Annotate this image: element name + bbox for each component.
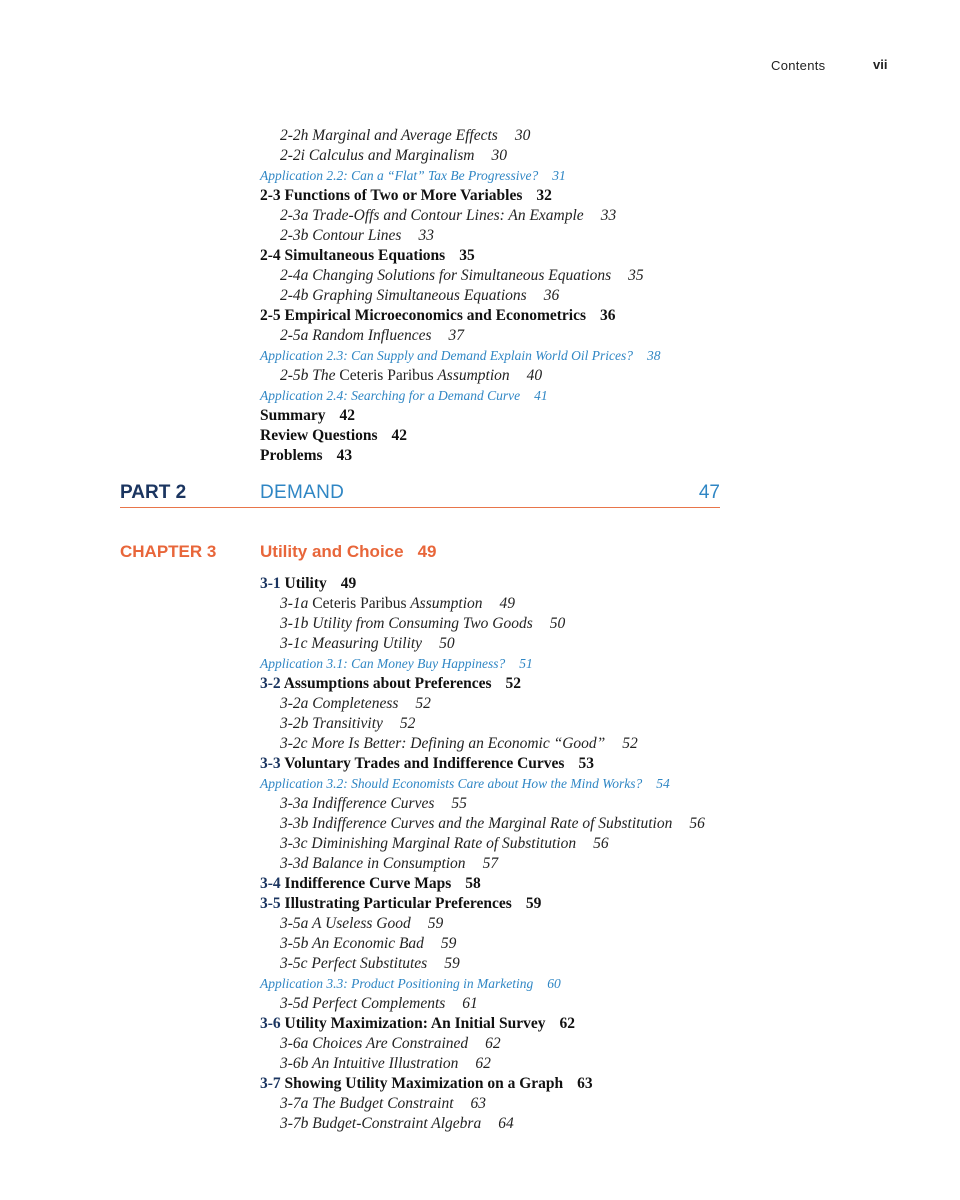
entry-title: Assumptions about Preferences	[283, 675, 492, 692]
subsection-entry	[280, 854, 498, 874]
section-number: 3-3	[260, 755, 281, 772]
subsection-entry	[280, 794, 467, 814]
entry-page: 50	[549, 615, 566, 632]
entry-title: Utility	[284, 575, 327, 592]
section-entry	[260, 1014, 575, 1034]
entry-title: Application 2.4: Searching for a Demand Curve	[260, 388, 521, 403]
subsection-entry	[280, 1114, 514, 1134]
section-entry	[260, 674, 521, 694]
subsection-entry	[280, 226, 434, 246]
entry-title: Functions of Two or More Variables	[284, 187, 523, 204]
entry-page: 64	[498, 1115, 514, 1132]
entry-page: 59	[444, 955, 460, 972]
entry-title-upright: Ceteris Paribus	[339, 367, 434, 384]
section-number: 3-4	[260, 875, 281, 892]
subsection-entry	[280, 614, 565, 634]
entry-title: 2-2h Marginal and Average Effects	[280, 127, 498, 144]
entry-title-rest: Assumption	[410, 595, 483, 612]
entry-page: 49	[340, 575, 357, 592]
entry-page: 59	[525, 895, 542, 912]
entry-page: 30	[491, 147, 507, 164]
entry-title: Utility Maximization: An Initial Survey	[284, 1015, 546, 1032]
section-entry	[260, 574, 356, 594]
entry-title: 3-6a Choices Are Constrained	[280, 1035, 469, 1052]
entry-title: Empirical Microeconomics and Econometrics	[284, 307, 587, 324]
section-entry	[260, 186, 552, 206]
entry-page: 33	[600, 207, 617, 224]
part-heading	[120, 480, 720, 508]
entry-page: 54	[656, 776, 670, 791]
application-entry	[260, 774, 670, 794]
subsection-entry	[280, 914, 443, 934]
entry-title: 3-3d Balance in Consumption	[280, 855, 466, 872]
chapter-page: 49	[417, 542, 437, 561]
section-entry	[260, 1074, 593, 1094]
part-page: 47	[698, 482, 720, 503]
entry-page: 63	[577, 1075, 593, 1092]
entry-title: 2-4b Graphing Simultaneous Equations	[280, 287, 527, 304]
entry-page: 43	[336, 447, 353, 464]
entry-title: Voluntary Trades and Indifference Curves	[284, 755, 565, 772]
entry-page: 62	[475, 1055, 491, 1072]
entry-page: 35	[628, 267, 644, 284]
entry-title: Application 2.3: Can Supply and Demand Explain World Oil Prices?	[260, 348, 633, 363]
section-entry	[260, 446, 352, 466]
entry-title: 2-2i Calculus and Marginalism	[280, 147, 475, 164]
entry-page: 58	[465, 875, 481, 892]
subsection-entry	[280, 834, 609, 854]
entry-title: 3-3b Indifference Curves and the Marginal Rate of Substitution	[280, 815, 673, 832]
section-number: 3-5	[260, 895, 281, 912]
entry-page: 42	[339, 407, 355, 424]
entry-title: 3-5d Perfect Complements	[280, 995, 446, 1012]
entry-page: 35	[459, 247, 475, 264]
entry-title: Simultaneous Equations	[284, 247, 446, 264]
entry-title: 3-5a A Useless Good	[280, 915, 411, 932]
application-entry	[260, 386, 548, 406]
entry-page: 56	[593, 835, 609, 852]
entry-title: Summary	[260, 407, 326, 424]
subsection-entry	[280, 694, 431, 714]
section-number: 3-7	[260, 1075, 281, 1092]
entry-title: 2-3a Trade-Offs and Contour Lines: An Example	[280, 207, 584, 224]
entry-page: 59	[427, 915, 444, 932]
entry-title: 3-2b Transitivity	[280, 715, 383, 732]
entry-title: 3-1a	[280, 595, 309, 612]
application-entry	[260, 974, 561, 994]
part-label: PART 2	[120, 482, 187, 503]
entry-page: 60	[547, 976, 561, 991]
entry-page: 42	[391, 427, 408, 444]
entry-title: Problems	[260, 447, 323, 464]
section-entry	[260, 246, 475, 266]
entry-page: 38	[646, 348, 661, 363]
entry-page: 62	[559, 1015, 575, 1032]
entry-page: 51	[519, 656, 533, 671]
subsection-entry	[280, 146, 507, 166]
entry-title: Application 3.1: Can Money Buy Happiness?	[260, 656, 506, 671]
entry-page: 37	[448, 327, 465, 344]
subsection-entry	[280, 126, 530, 146]
entry-title: Application 3.3: Product Positioning in Marketing	[260, 976, 534, 991]
entry-title: 3-1b Utility from Consuming Two Goods	[280, 615, 533, 632]
chapter-title: Utility and Choice	[260, 542, 404, 561]
entry-title: Indifference Curve Maps	[284, 875, 452, 892]
entry-page: 49	[499, 595, 516, 612]
entry-title: Application 3.2: Should Economists Care about How the Mind Works?	[260, 776, 643, 791]
subsection-entry	[280, 934, 456, 954]
entry-page: 52	[505, 675, 522, 692]
entry-page: 61	[462, 995, 478, 1012]
entry-title: 3-5c Perfect Substitutes	[280, 955, 428, 972]
application-entry	[260, 166, 566, 186]
subsection-entry	[280, 206, 616, 226]
entry-page: 57	[482, 855, 499, 872]
subsection-entry	[280, 994, 478, 1014]
section-number: 2-5	[260, 307, 281, 324]
subsection-entry	[280, 366, 542, 386]
entry-page: 52	[415, 695, 431, 712]
entry-page: 62	[485, 1035, 501, 1052]
section-number: 3-6	[260, 1015, 281, 1032]
entry-title: 3-7b Budget-Constraint Algebra	[280, 1115, 482, 1132]
section-entry	[260, 894, 541, 914]
chapter-heading	[120, 542, 720, 566]
section-entry	[260, 406, 355, 426]
subsection-entry	[280, 326, 464, 346]
entry-page: 52	[622, 735, 638, 752]
entry-title: Showing Utility Maximization on a Graph	[284, 1075, 564, 1092]
entry-page: 52	[399, 715, 416, 732]
subsection-entry	[280, 286, 559, 306]
subsection-entry	[280, 266, 644, 286]
entry-page: 30	[514, 127, 531, 144]
entry-title-rest: Assumption	[437, 367, 510, 384]
section-entry	[260, 426, 407, 446]
entry-page: 41	[534, 388, 548, 403]
section-number: 3-2	[260, 675, 281, 692]
section-entry	[260, 754, 594, 774]
chapter-title-line	[260, 542, 437, 562]
entry-title: 3-7a The Budget Constraint	[280, 1095, 454, 1112]
entry-title: 2-3b Contour Lines	[280, 227, 402, 244]
entry-page: 50	[439, 635, 455, 652]
entry-title: 3-3c Diminishing Marginal Rate of Substitution	[280, 835, 577, 852]
entry-title: 2-5b The	[280, 367, 336, 384]
entry-title: Application 2.2: Can a “Flat” Tax Be Progressive?	[260, 168, 539, 183]
entry-title: Illustrating Particular Preferences	[284, 895, 512, 912]
entry-title: 2-5a Random Influences	[280, 327, 432, 344]
section-entry	[260, 306, 616, 326]
page-number: vii	[873, 57, 888, 72]
entry-title: 3-3a Indifference Curves	[280, 795, 435, 812]
entry-page: 63	[470, 1095, 487, 1112]
subsection-entry	[280, 814, 705, 834]
subsection-entry	[280, 1054, 491, 1074]
chapter-label: CHAPTER 3	[120, 542, 217, 561]
entry-title-upright: Ceteris Paribus	[312, 595, 407, 612]
entry-page: 55	[451, 795, 467, 812]
subsection-entry	[280, 594, 515, 614]
section-number: 3-1	[260, 575, 281, 592]
header-label: Contents	[771, 58, 826, 73]
entry-title: 3-1c Measuring Utility	[280, 635, 423, 652]
entry-title: 3-6b An Intuitive Illustration	[280, 1055, 459, 1072]
section-number: 2-4	[260, 247, 281, 264]
subsection-entry	[280, 714, 415, 734]
entry-page: 40	[526, 367, 543, 384]
entry-title: 2-4a Changing Solutions for Simultaneous Equations	[280, 267, 612, 284]
application-entry	[260, 654, 533, 674]
entry-page: 36	[600, 307, 616, 324]
entry-page: 33	[418, 227, 434, 244]
entry-title: Review Questions	[260, 427, 378, 444]
running-header	[0, 56, 960, 76]
section-number: 2-3	[260, 187, 281, 204]
entry-title: 3-2a Completeness	[280, 695, 399, 712]
entry-page: 59	[440, 935, 457, 952]
subsection-entry	[280, 734, 638, 754]
subsection-entry	[280, 954, 460, 974]
entry-page: 56	[689, 815, 705, 832]
subsection-entry	[280, 1094, 486, 1114]
subsection-entry	[280, 634, 455, 654]
entry-page: 53	[578, 755, 594, 772]
part-title: DEMAND	[260, 482, 345, 503]
entry-title: 3-5b An Economic Bad	[280, 935, 424, 952]
entry-page: 36	[543, 287, 560, 304]
entry-page: 32	[536, 187, 552, 204]
entry-page: 31	[552, 168, 566, 183]
entry-title: 3-2c More Is Better: Defining an Economic “Good”	[280, 735, 606, 752]
subsection-entry	[280, 1034, 501, 1054]
section-entry	[260, 874, 481, 894]
application-entry	[260, 346, 660, 366]
